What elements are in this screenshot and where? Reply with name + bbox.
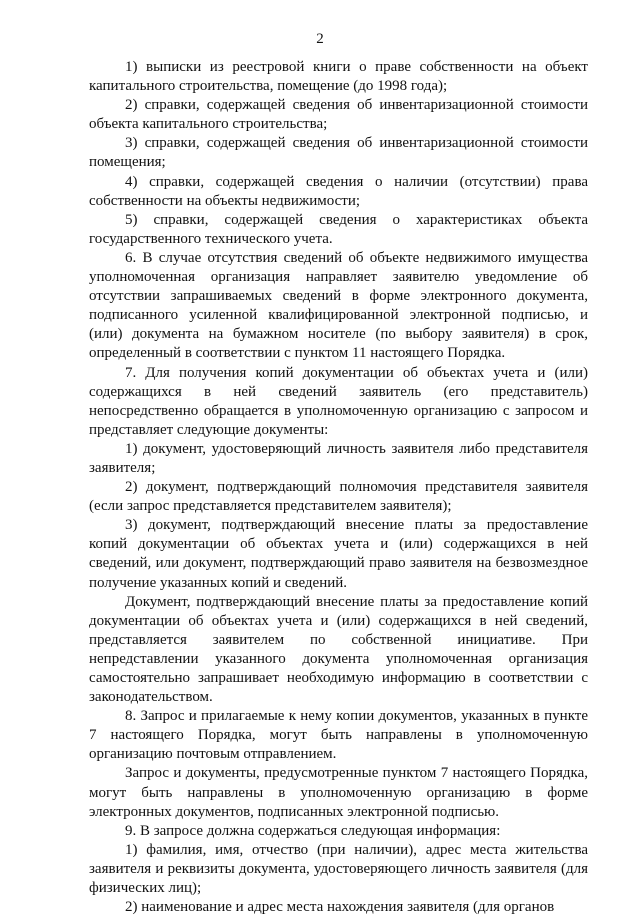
paragraph-13: Запрос и документы, предусмотренные пунктом 7 настоящего Порядка, могут быть направлены в уполномоченную организацию в форме электронных документов, подписанных электронной подписью.	[89, 765, 588, 820]
paragraph-6: 6. В случае отсутствия сведений об объекте недвижимого имущества уполномоченная организация направляет заявителю уведомление об отсутствии запрашиваемых сведений в форме электронного документа, подписанного усиленной квалифицированной электронной подписью, и (или) документа на бумажном носителе (по выбору заявителя) в срок, определенный в соответствии с пунктом 11 настоящего Порядка.	[89, 249, 588, 362]
document-body	[89, 58, 588, 917]
paragraph-11: Документ, подтверждающий внесение платы за предоставление копий документации об объектах учета и (или) содержащихся в ней сведений, представляется заявителем по собственной инициативе. При непредставлении указанного документа уполномоченная организация самостоятельно запрашивает необходимую информацию в соответствии с законодательством.	[89, 593, 588, 706]
page-number: 2	[316, 31, 324, 47]
paragraph-15: 1) фамилия, имя, отчество (при наличии), адрес места жительства заявителя и реквизиты документа, удостоверяющего личность заявителя (для физических лиц);	[89, 841, 588, 897]
paragraph-10: 3) документ, подтверждающий внесение платы за предоставление копий документации об объектах учета и (или) содержащихся в ней сведений, или документ, подтверждающий право заявителя на безвозмездное получение указанных копий и сведений.	[89, 517, 588, 591]
paragraph-3: 3) справки, содержащей сведения об инвентаризационной стоимости помещения;	[89, 135, 588, 171]
paragraph-2: 2) справки, содержащей сведения об инвентаризационной стоимости объекта капитального строительства;	[89, 97, 588, 133]
paragraph-12: 8. Запрос и прилагаемые к нему копии документов, указанных в пункте 7 настоящего Порядка, могут быть направлены в уполномоченную организацию почтовым отправлением.	[89, 708, 588, 763]
paragraph-4: 4) справки, содержащей сведения о наличии (отсутствии) права собственности на объекты недвижимости;	[89, 173, 588, 209]
paragraph-7: 7. Для получения копий документации об объектах учета и (или) содержащихся в ней сведений заявитель (его представитель) непосредственно обращается в уполномоченную организацию с запросом и представляет следующие документы:	[89, 364, 588, 438]
paragraph-1: 1) выписки из реестровой книги о праве собственности на объект капитального строительства, помещение (до 1998 года);	[89, 59, 588, 95]
paragraph-8: 1) документ, удостоверяющий личность заявителя либо представителя заявителя;	[89, 440, 588, 476]
paragraph-9: 2) документ, подтверждающий полномочия представителя заявителя (если запрос представляется представителем заявителя);	[89, 479, 588, 515]
paragraph-5: 5) справки, содержащей сведения о характеристиках объекта государственного технического учета.	[89, 211, 588, 247]
paragraph-14: 9. В запросе должна содержаться следующая информация:	[125, 822, 501, 839]
paragraph-16: 2) наименование и адрес места нахождения заявителя (для органов	[125, 899, 555, 916]
